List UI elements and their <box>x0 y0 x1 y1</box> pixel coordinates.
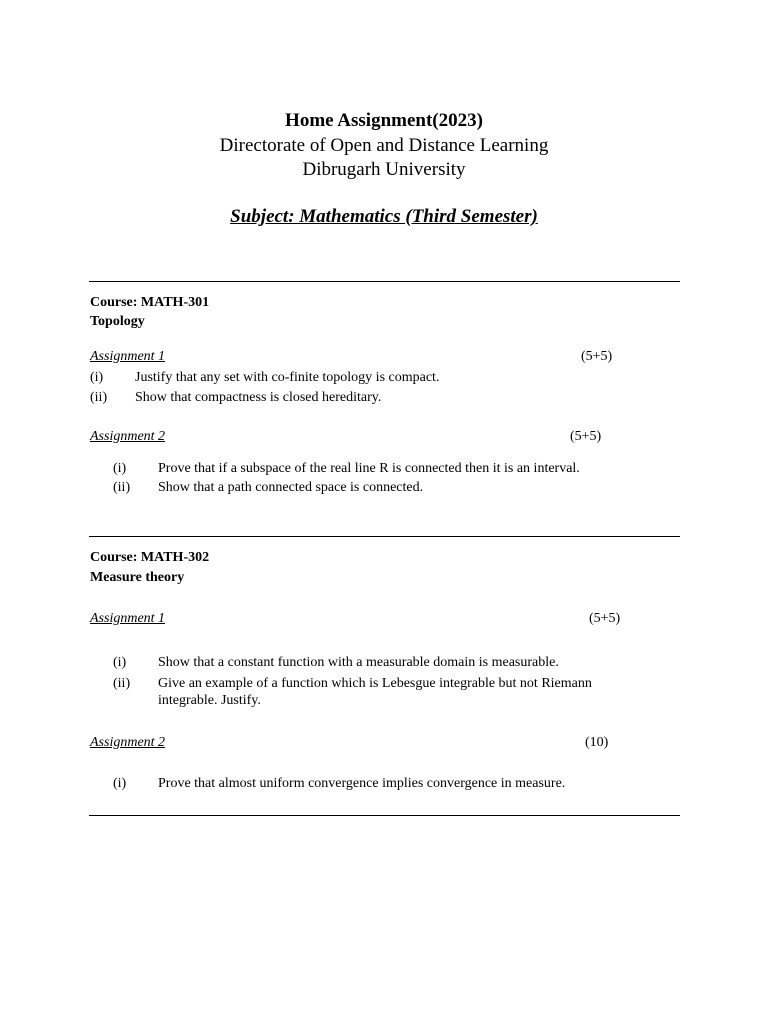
organization-name: Directorate of Open and Distance Learning <box>219 135 549 156</box>
assignment-marks: (5+5) <box>570 429 602 444</box>
assignment-marks: (10) <box>585 735 609 750</box>
subject-heading <box>0 206 768 228</box>
question-text: Prove that almost uniform convergence implies convergence in measure. <box>158 776 566 791</box>
question-text: Show that a path connected space is connected. <box>158 480 424 495</box>
university-name: Dibrugarh University <box>302 159 466 180</box>
question-text: Show that a constant function with a measurable domain is measurable. <box>158 655 559 670</box>
subject-text: Subject: Mathematics (Third Semester) <box>230 206 538 227</box>
question-text: Give an example of a function which is Lebesgue integrable but not Riemann integrable. Justify. <box>158 676 592 708</box>
assignment-label: Assignment 2 <box>90 429 166 444</box>
question-text: Justify that any set with co-finite topology is compact. <box>135 370 440 385</box>
course-code: Course: MATH-301 <box>90 295 210 310</box>
question-number: (ii) <box>113 480 131 495</box>
question-text: Show that compactness is closed hereditary. <box>135 390 382 405</box>
assignment-marks: (5+5) <box>581 349 613 364</box>
divider-bottom <box>89 815 680 816</box>
assignment-label: Assignment 1 <box>90 611 166 626</box>
question-text: Prove that if a subspace of the real line R is connected then it is an interval. <box>158 461 580 476</box>
divider-middle <box>89 536 680 537</box>
course-name: Measure theory <box>90 570 185 585</box>
course-code: Course: MATH-302 <box>90 550 210 565</box>
document-title: Home Assignment(2023) <box>285 110 483 131</box>
question-number: (i) <box>113 776 127 791</box>
question-number: (i) <box>113 461 127 476</box>
assignment-marks: (5+5) <box>589 611 621 626</box>
assignment-label: Assignment 2 <box>90 735 166 750</box>
question-number: (i) <box>90 370 104 385</box>
assignment-label: Assignment 1 <box>90 349 166 364</box>
question-number: (ii) <box>113 676 131 691</box>
question-number: (ii) <box>90 390 108 405</box>
question-number: (i) <box>113 655 127 670</box>
course-name: Topology <box>90 314 145 329</box>
divider-top <box>89 281 680 282</box>
